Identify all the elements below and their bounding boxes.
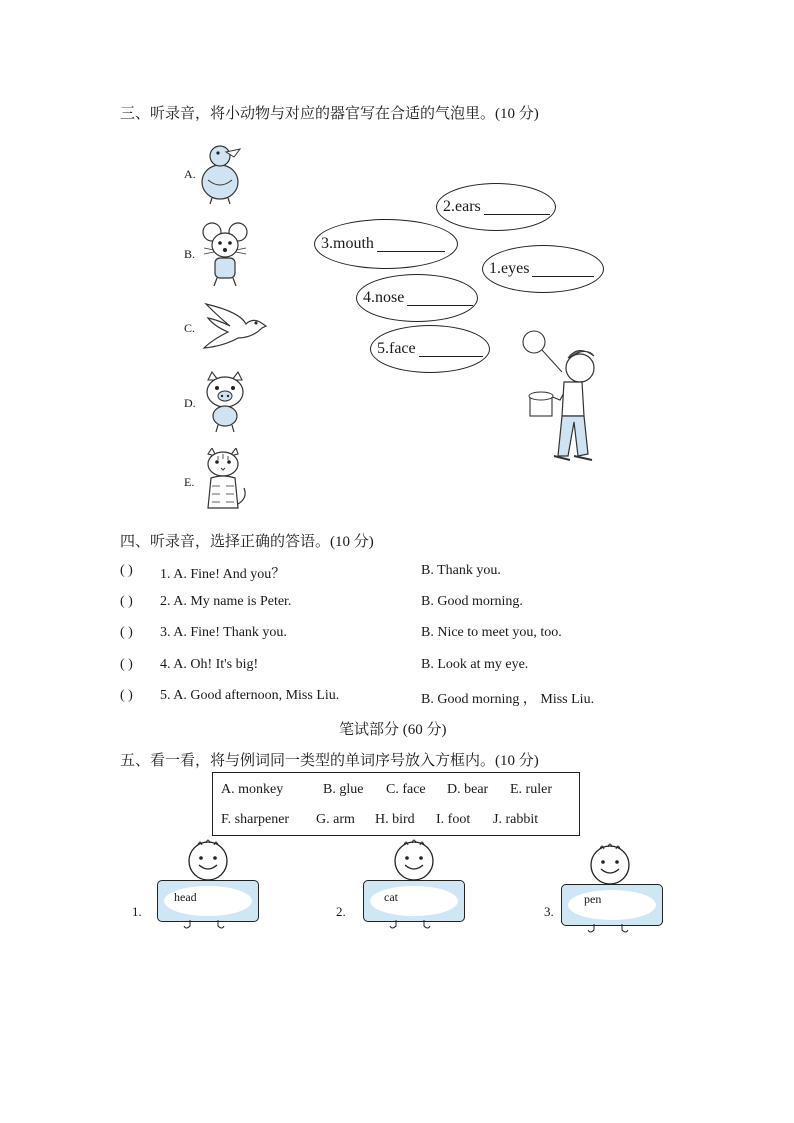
word-option: G. arm bbox=[316, 812, 355, 827]
bubble-eyes-text: 1.eyes bbox=[489, 260, 530, 277]
q4-option-b: B. Look at my eye. bbox=[421, 657, 529, 672]
card-number-3: 3. bbox=[544, 904, 554, 919]
word-bank bbox=[212, 772, 580, 836]
section-3-heading: 三、听录音，将小动物与对应的器官写在合适的气泡里。(10 分) bbox=[120, 106, 539, 122]
word-option: E. ruler bbox=[510, 782, 552, 797]
bubble-ears-text: 2.ears bbox=[443, 198, 481, 215]
feet-icon bbox=[584, 924, 634, 936]
smiley-face-icon bbox=[584, 843, 636, 885]
q5-option-b: B. Good morning ， Miss Liu. bbox=[421, 692, 595, 707]
q4-option-a: 4. A. Oh! It's big! bbox=[160, 657, 259, 672]
example-word-cat: cat bbox=[384, 890, 398, 904]
bubble-mouth-text: 3.mouth bbox=[321, 235, 374, 252]
q1-option-b: B. Thank you. bbox=[421, 563, 501, 578]
q5-option-a: 5. A. Good afternoon, Miss Liu. bbox=[160, 688, 340, 703]
q1-option-a: 1. A. Fine! And you？ bbox=[160, 567, 286, 582]
card-number-1: 1. bbox=[132, 904, 142, 919]
smiley-face-icon bbox=[182, 839, 234, 881]
category-card-1[interactable] bbox=[157, 880, 259, 922]
bubble-face-text: 5.face bbox=[377, 340, 416, 357]
written-part-heading: 笔试部分 (60 分) bbox=[339, 722, 447, 738]
cat-icon bbox=[198, 448, 250, 514]
bubble-face bbox=[370, 325, 490, 373]
smiley-face-icon bbox=[388, 839, 440, 881]
answer-blank[interactable] bbox=[532, 262, 594, 277]
answer-blank[interactable] bbox=[419, 342, 483, 357]
mouse-icon bbox=[200, 220, 250, 288]
bubble-ears bbox=[436, 183, 556, 231]
word-option: C. face bbox=[386, 782, 426, 797]
animal-label-d: D. bbox=[184, 396, 196, 410]
feet-icon bbox=[180, 920, 230, 932]
bubble-nose-text: 4.nose bbox=[363, 289, 405, 306]
boy-blowing-bubbles-icon bbox=[520, 326, 600, 468]
answer-blank[interactable] bbox=[484, 200, 550, 215]
word-option: H. bird bbox=[375, 812, 415, 827]
animal-label-c: C. bbox=[184, 321, 196, 335]
q2-option-b: B. Good morning. bbox=[421, 594, 523, 609]
word-option: I. foot bbox=[436, 812, 471, 827]
animal-label-e: E. bbox=[184, 475, 195, 489]
example-word-head: head bbox=[174, 890, 197, 904]
word-option: D. bear bbox=[447, 782, 489, 797]
answer-bracket[interactable]: ( ) bbox=[120, 625, 133, 640]
animal-label-b: B. bbox=[184, 247, 196, 261]
duck-icon bbox=[198, 140, 244, 206]
example-word-pen: pen bbox=[584, 892, 602, 906]
bubble-mouth bbox=[314, 219, 458, 269]
word-option: B. glue bbox=[323, 782, 364, 797]
section-5-heading: 五、看一看，将与例词同一类型的单词序号放入方框内。(10 分) bbox=[120, 753, 539, 769]
bubble-nose bbox=[356, 274, 478, 322]
card-number-2: 2. bbox=[336, 904, 346, 919]
category-card-3[interactable] bbox=[561, 884, 663, 926]
dove-icon bbox=[200, 298, 268, 356]
word-option: A. monkey bbox=[221, 782, 284, 797]
answer-bracket[interactable]: ( ) bbox=[120, 594, 133, 609]
section-4-heading: 四、听录音，选择正确的答语。(10 分) bbox=[120, 534, 374, 550]
bubble-eyes bbox=[482, 245, 604, 293]
word-option: F. sharpener bbox=[221, 812, 290, 827]
pig-icon bbox=[200, 370, 250, 436]
answer-bracket[interactable]: ( ) bbox=[120, 657, 133, 672]
q3-option-b: B. Nice to meet you, too. bbox=[421, 625, 562, 640]
q2-option-a: 2. A. My name is Peter. bbox=[160, 594, 292, 609]
answer-blank[interactable] bbox=[377, 237, 445, 252]
q3-option-a: 3. A. Fine! Thank you. bbox=[160, 625, 287, 640]
answer-bracket[interactable]: ( ) bbox=[120, 688, 133, 703]
word-option: J. rabbit bbox=[493, 812, 539, 827]
animal-label-a: A. bbox=[184, 167, 196, 181]
answer-bracket[interactable]: ( ) bbox=[120, 563, 133, 578]
category-card-2[interactable] bbox=[363, 880, 465, 922]
answer-blank[interactable] bbox=[407, 291, 473, 306]
feet-icon bbox=[386, 920, 436, 932]
